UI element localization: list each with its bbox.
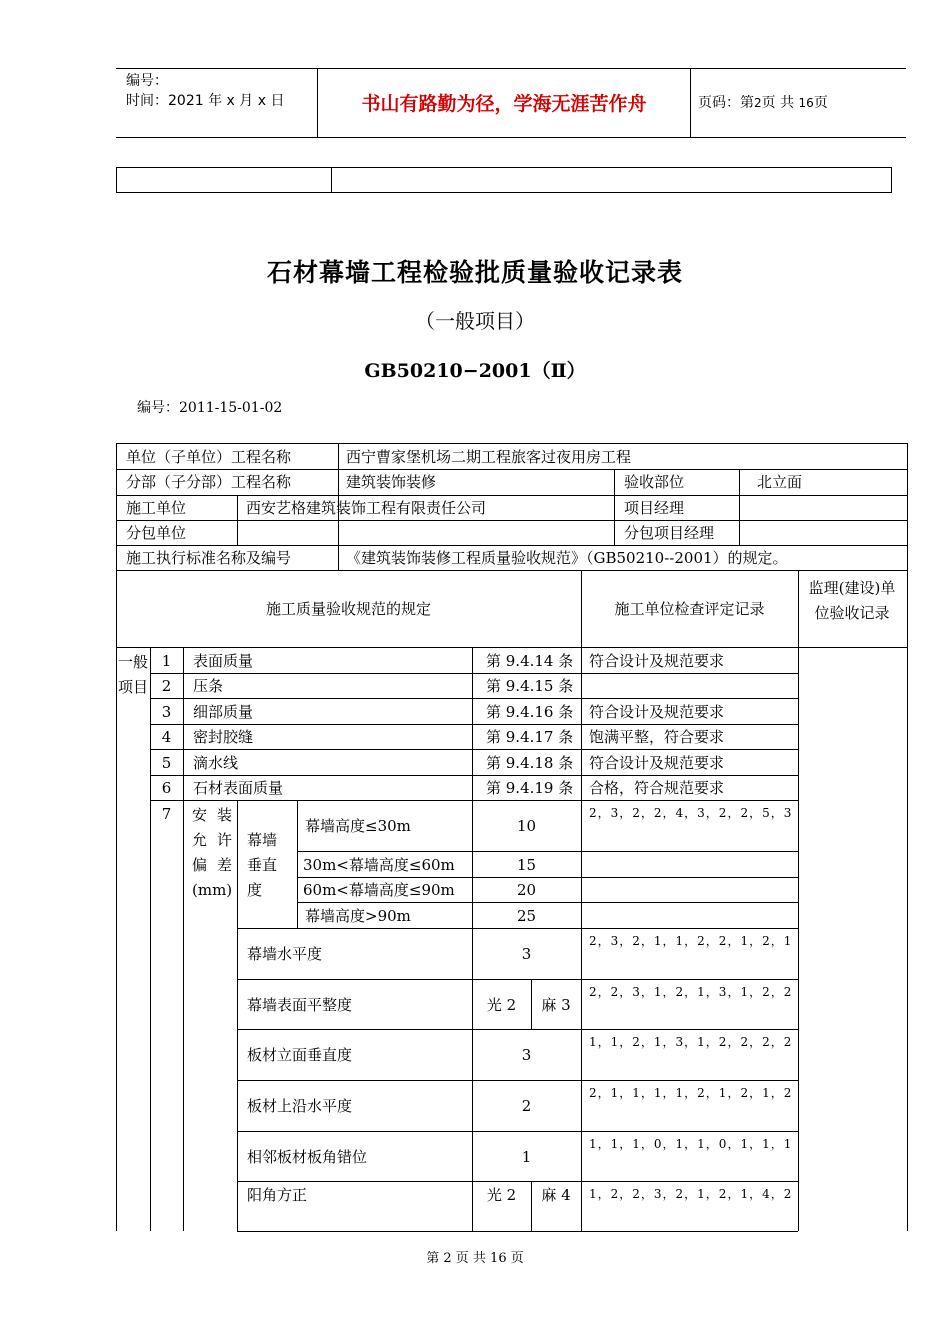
header-meta [126,71,284,111]
item-number: 2 [161,677,172,695]
tolerance-name: 幕墙高度>90m [305,907,411,925]
tolerance-value: 15 [516,856,537,874]
tolerance-name: 幕墙水平度 [247,945,323,963]
table-line [116,469,907,470]
subproject-value: 建筑装饰装修 [346,473,437,491]
tolerance-name: 阳角方正 [247,1186,308,1204]
table-line [297,800,298,928]
table-line [237,800,238,1231]
table-line [297,902,798,903]
measured-values: 2，3，2，2，4，3，2，2，5，3 [589,806,793,820]
item-number: 6 [161,779,172,797]
table-line [116,647,907,648]
tolerance-name: 相邻板材板角错位 [247,1148,368,1166]
document-number: 编号：2011-15-01-02 [137,400,283,416]
document-subtitle: （一般项目） [415,309,535,333]
tolerance-name: 幕墙表面平整度 [247,996,353,1014]
measured-values: 1，2，2，3，2，1，2，1，4，2 [589,1187,793,1201]
table-line [116,520,907,521]
spec-column-header: 施工质量验收规范的规定 [265,600,431,618]
item-clause: 第 9.4.18 条 [486,754,574,772]
table-line [150,775,798,776]
subcontractor-label: 分包单位 [126,524,187,542]
table-line [297,877,798,878]
table-line [237,1231,798,1232]
tolerance-value: 20 [516,881,537,899]
item-result: 符合设计及规范要求 [589,652,725,670]
table-line [472,647,473,801]
tolerance-value-smooth: 光 2 [486,996,517,1014]
unit-label: 单位（子单位）工程名称 [126,448,292,466]
item-clause: 第 9.4.14 条 [486,652,574,670]
page-current: 2 [754,96,762,110]
unit-value: 西宁曹家堡机场二期工程旅客过夜用房工程 [346,448,632,466]
measured-values: 2，3，2，1，1，2，2，1，2，1 [589,934,793,948]
page-prefix: 页码：第 [698,95,754,111]
item-result: 符合设计及规范要求 [589,754,725,772]
header-time-label: 时间：2021 年 x 月 x 日 [126,93,285,109]
tolerance-item-number: 7 [161,805,172,823]
tolerance-name: 60m<幕墙高度≤90m [303,881,455,899]
table-line [116,545,907,546]
tolerance-value: 25 [516,907,537,925]
page-total: 16 [798,96,814,110]
item-clause: 第 9.4.19 条 [486,779,574,797]
table-line [150,698,798,699]
item-result: 饱满平整，符合要求 [589,728,725,746]
measured-values: 2，2，3，1，2，1，3，1，2，2 [589,985,793,999]
table-line [116,495,907,496]
item-number: 1 [161,652,172,670]
header-motto: 书山有路勤为径，学海无涯苦作舟 [361,92,647,115]
table-line [237,495,238,545]
page-suffix: 页 [813,95,828,111]
empty-header-box [116,167,892,193]
empty-box-divider [331,168,332,192]
item-clause: 第 9.4.15 条 [486,677,574,695]
measured-values: 2，1，1，1，1，2，1，2，1，2 [589,1086,793,1100]
table-line [116,443,907,444]
table-line [150,724,798,725]
table-line [183,647,184,1231]
item-result: 符合设计及规范要求 [589,703,725,721]
page-footer: 第 2 页 共 16 页 [426,1251,524,1266]
table-line [739,469,740,545]
table-line [907,443,908,1231]
item-name: 滴水线 [193,754,239,772]
sub-project-manager-label: 分包项目经理 [624,524,715,542]
header-number-label: 编号： [126,73,168,89]
tolerance-value: 3 [521,1046,532,1064]
item-name: 石材表面质量 [193,779,284,797]
item-number: 3 [161,703,172,721]
table-line [150,749,798,750]
table-line [116,443,117,1231]
header-divider [690,69,691,137]
tolerance-value-rough: 麻 3 [541,996,571,1014]
document-title: 石材幕墙工程检验批质量验收记录表 [266,258,683,287]
inspection-part-value: 北立面 [757,473,803,491]
tolerance-name: 幕墙高度≤30m [305,817,411,835]
tolerance-value: 10 [516,817,537,835]
item-name: 压条 [193,677,224,695]
measured-values: 1，1，2，1，3，1，2，2，2，2 [589,1035,793,1049]
standard-label: 施工执行标准名称及编号 [126,549,292,567]
page-mid: 页 共 [761,95,795,111]
measured-values: 1，1，1，0，1，1，0，1，1，1 [589,1137,793,1151]
contractor-label: 施工单位 [126,499,187,517]
table-line [297,851,798,852]
table-line [581,570,582,1231]
tolerance-value: 2 [521,1097,532,1115]
tolerance-value: 1 [521,1148,532,1166]
table-line [614,469,615,545]
inspection-part-label: 验收部位 [624,473,685,491]
item-name: 表面质量 [193,652,254,670]
table-line [116,570,907,571]
tolerance-name: 30m<幕墙高度≤60m [303,856,455,874]
tolerance-group-label: 安装允许偏差(mm) [192,806,233,899]
item-clause: 第 9.4.17 条 [486,728,574,746]
supervisor-column-header: 监理(建设)单位验收记录 [808,579,896,622]
item-name: 密封胶缝 [193,728,254,746]
tolerance-value-rough: 麻 4 [541,1186,571,1204]
tolerance-name: 板材上沿水平度 [247,1097,353,1115]
contractor-value: 西安艺格建筑装饰工程有限责任公司 [246,499,487,517]
standard-code: GB50210−2001（Ⅱ） [364,360,586,382]
table-line [150,673,798,674]
check-column-header: 施工单位检查评定记录 [614,600,765,618]
vertical-group-label: 幕墙垂直度 [247,831,278,899]
item-result: 合格，符合规范要求 [589,779,725,797]
item-name: 细部质量 [193,703,254,721]
header-page-indicator [698,92,828,112]
general-items-label: 一般项目 [118,653,149,696]
project-manager-label: 项目经理 [624,499,685,517]
tolerance-name: 板材立面垂直度 [247,1046,353,1064]
subproject-label: 分部（子分部）工程名称 [126,473,292,491]
table-line [798,570,799,1231]
tolerance-value: 3 [521,945,532,963]
item-clause: 第 9.4.16 条 [486,703,574,721]
item-number: 4 [161,728,172,746]
tolerance-value-smooth: 光 2 [486,1186,517,1204]
standard-value: 《建筑装饰装修工程质量验收规范》（GB50210--2001）的规定。 [346,549,788,567]
item-number: 5 [161,754,172,772]
